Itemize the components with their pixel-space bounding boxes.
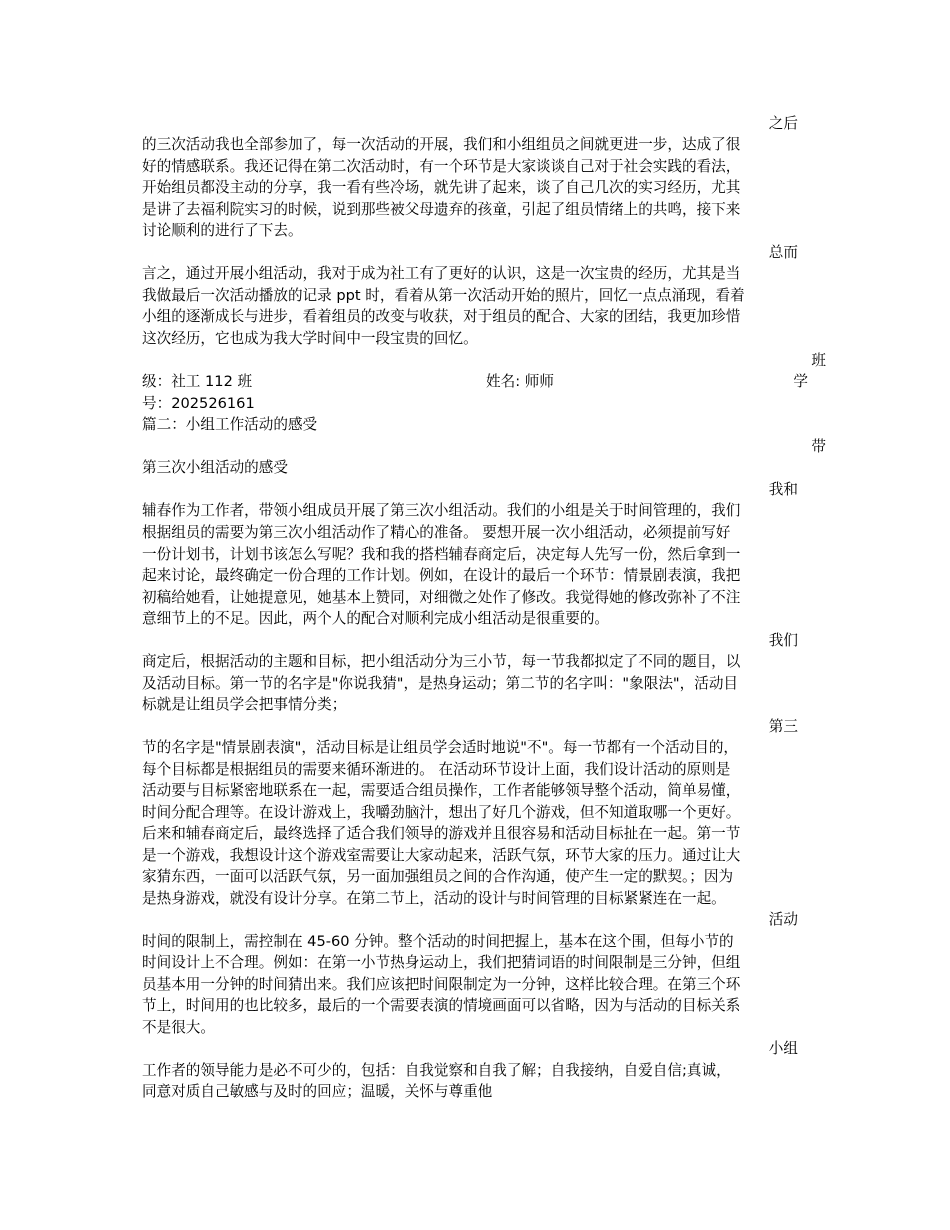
para5-line: 每个目标都是根据组员的需要来循环渐进的。 在活动环节设计上面，我们设计活动的原则是 (142, 761, 731, 778)
para2-line: 言之，通过开展小组活动，我对于成为社工有了更好的认识，这是一次宝贵的经历，尤其是当 (142, 265, 741, 282)
para6-line: 时间的限制上，需控制在 45-60 分钟。整个活动的时间把握上，基本在这个围，但每小节的 (142, 933, 734, 950)
para2-line: 小组的逐渐成长与进步，看着组员的改变与收获，对于组员的配合、大家的团结，我更加珍惜 (142, 308, 741, 325)
para6-line: 不是很大。 (142, 1019, 215, 1036)
para1-lead: 之后 (768, 115, 798, 132)
subtitle-lead: 带 (811, 438, 826, 455)
para7-line: 工作者的领导能力是必不可少的，包括：自我觉察和自我了解；自我接纳，自爱自信;真诚， (142, 1062, 731, 1079)
para3-line: 初稿给她看，让她提意见，她基本上赞同，对细微之处作了修改。我觉得她的修改弥补了不注 (142, 589, 741, 606)
id-lead: 学 (793, 373, 808, 390)
para6-line: 员基本用一分钟的时间猜出来。我们应该把时间限制定为一分钟，这样比较合理。在第三个环 (142, 976, 741, 993)
para5-line: 节的名字是"情景剧表演"，活动目标是让组员学会适时地说"不"。每一节都有一个活动目的， (142, 739, 739, 756)
section-title: 篇二：小组工作活动的感受 (142, 416, 318, 433)
subtitle: 第三次小组活动的感受 (142, 459, 288, 476)
para5-line: 后来和辅春商定后，最终选择了适合我们领导的游戏并且很容易和活动目标扯在一起。第一节 (142, 825, 741, 842)
para2-line: 这次经历，它也成为我大学时间中一段宝贵的回忆。 (142, 330, 478, 347)
para3-line: 辅春作为工作者，带领小组成员开展了第三次小组活动。我们的小组是关于时间管理的，我们 (142, 502, 741, 519)
para4-line: 标就是让组员学会把事情分类； (142, 696, 347, 713)
class-lead: 班 (811, 352, 826, 369)
para1-line: 的三次活动我也全部参加了，每一次活动的开展，我们和小组组员之间就更进一步，达成了很 (142, 136, 741, 153)
class-label: 级：社工 112 班 (142, 373, 253, 390)
para3-lead: 我和 (768, 481, 798, 498)
para4-line: 及活动目标。第一节的名字是"你说我猜"，是热身运动；第二节的名字叫："象限法"，活动目 (142, 675, 739, 692)
student-id: 号：202526161 (142, 395, 255, 412)
para7-lead: 小组 (768, 1040, 798, 1057)
para5-line: 是热身游戏，就没有设计分享。在第二节上，活动的设计与时间管理的目标紧紧连在一起。 (142, 890, 726, 907)
para3-line: 一份计划书，计划书该怎么写呢？我和我的搭档辅春商定后，决定每人先写一份，然后拿到一 (142, 546, 741, 563)
para1-line: 讨论顺利的进行了下去。 (142, 222, 303, 239)
para6-line: 节上，时间用的也比较多，最后的一个需要表演的情境画面可以省略，因为与活动的目标关系 (142, 997, 741, 1014)
para5-line: 家猜东西，一面可以活跃气氛，另一面加强组员之间的合作沟通，使产生一定的默契。；因为 (142, 868, 734, 885)
para1-line: 好的情感联系。我还记得在第二次活动时，有一个环节是大家谈谈自己对于社会实践的看法， (142, 158, 741, 175)
para5-lead: 第三 (768, 718, 798, 735)
para4-line: 商定后，根据活动的主题和目标，把小组活动分为三小节，每一节我都拟定了不同的题目，以 (142, 653, 741, 670)
student-name: 姓名: 师师 (486, 373, 554, 390)
para2-lead: 总而 (768, 244, 798, 261)
para1-line: 是讲了去福利院实习的时候，说到那些被父母遗弃的孩童，引起了组员情绪上的共鸣，接下来 (142, 201, 741, 218)
para1-line: 开始组员都没主动的分享，我一看有些冷场，就先讲了起来，谈了自己几次的实习经历，尤其 (142, 179, 741, 196)
para3-line: 起来讨论，最终确定一份合理的工作计划。例如，在设计的最后一个环节：情景剧表演，我把 (142, 567, 741, 584)
para3-line: 根据组员的需要为第三次小组活动作了精心的准备。 要想开展一次小组活动，必须提前写好 (142, 524, 731, 541)
para5-line: 活动要与目标紧密地联系在一起，需要适合组员操作，工作者能够领导整个活动，简单易懂， (142, 782, 741, 799)
para6-line: 时间设计上不合理。例如：在第一小节热身运动上，我们把猜词语的时间限制是三分钟，但组 (142, 954, 741, 971)
para7-line: 同意对质自己敏感与及时的回应；温暖，关怀与尊重他 (142, 1083, 493, 1100)
para2-line: 我做最后一次活动播放的记录 ppt 时，看着从第一次活动开始的照片，回忆一点点涌现，看着 (142, 287, 745, 304)
para3-line: 意细节上的不足。因此，两个人的配合对顺利完成小组活动是很重要的。 (142, 610, 610, 627)
para4-lead: 我们 (768, 632, 798, 649)
para6-lead: 活动 (768, 911, 798, 928)
para5-line: 是一个游戏，我想设计这个游戏室需要让大家动起来，活跃气氛，环节大家的压力。通过让大 (142, 847, 741, 864)
para5-line: 时间分配合理等。在设计游戏上，我嚼劲脑汁，想出了好几个游戏，但不知道取哪一个更好。 (142, 804, 741, 821)
